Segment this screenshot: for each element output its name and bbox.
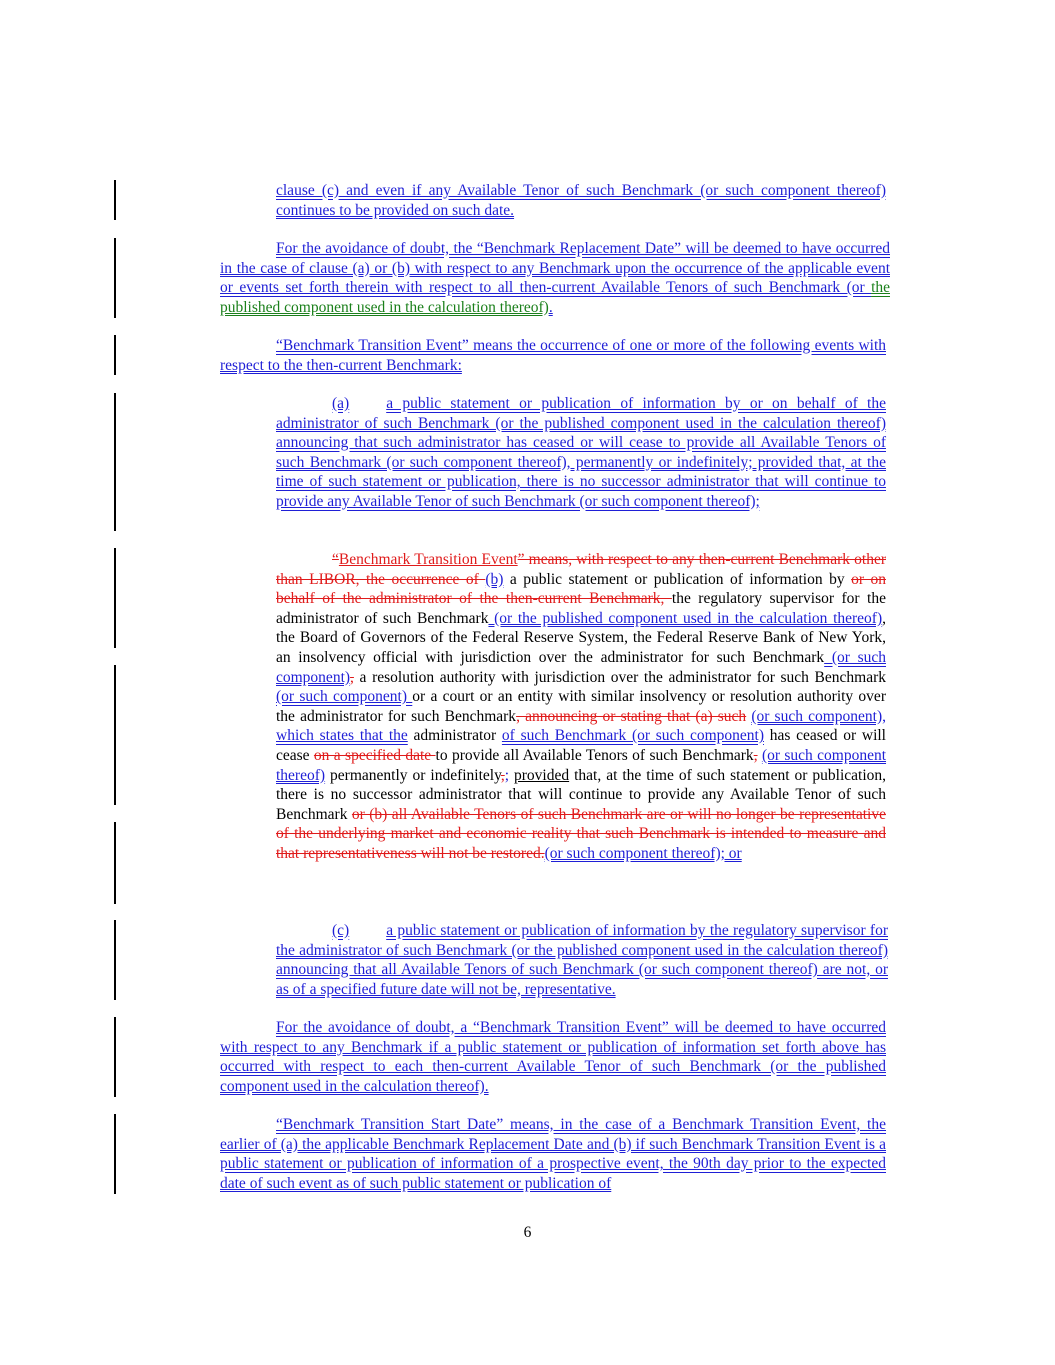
body-text: or a court or an entity with similar insolvency or resolution authority over the administrator for such Benchmark	[276, 688, 886, 725]
inserted-text: (or such component), which states that the	[276, 707, 886, 745]
deleted-text: or on behalf of the administrator of the then-current Benchmark,	[276, 570, 886, 608]
clause-c	[276, 921, 888, 999]
deleted-text: ,	[500, 766, 505, 784]
inserted-text: (or such component)	[276, 648, 886, 686]
inserted-text: a public statement or publication of information by the regulatory supervisor for the administrator of such Benchmark (or the published component used in the calculation thereof) announcing that all Available Tenors of such Benchmark (or such component thereof) are not, or as of a specified future date will not be, representative.	[276, 922, 888, 998]
moved-text: the published component used in the calculation thereof)	[220, 279, 890, 316]
change-bar	[114, 1114, 116, 1194]
body-text: the regulatory supervisor for the administrator of such Benchmark	[276, 590, 886, 627]
deleted-text: or (b) all Available Tenors of such Benchmark are or will no longer be representative of the underlying market and economic reality that such Benchmark is intended to measure and that representativeness will not be restored.	[276, 805, 886, 862]
inserted-text: clause (c) and even if any Available Tenor of such Benchmark (or such component thereof) continues to be provided on such date.	[276, 182, 886, 219]
body-text: permanently or indefinitely	[325, 766, 501, 784]
clause-a	[276, 394, 886, 512]
change-bar	[114, 548, 116, 648]
body-text: to provide all Available Tenors of such Benchmark	[435, 746, 754, 764]
inserted-text: a public statement or publication of information by or on behalf of the administrator of such Benchmark (or the published component used in the calculation thereof) announcing that such administrator has ceased or will cease to provide all Available Tenors of such Benchmark (or such component thereof), permanently or indefinitely; provided that, at the time of such statement or publication, there is no successor administrator that will continue to provide any Available Tenor of such Benchmark (or such component thereof);	[276, 395, 886, 510]
deleted-text: ,	[350, 668, 354, 686]
body-text: a resolution authority with jurisdiction over the administrator for such Benchmark	[353, 668, 886, 686]
change-bar	[114, 920, 116, 1000]
change-bar	[114, 822, 116, 904]
inserted-text: .	[548, 298, 553, 316]
change-bar	[114, 238, 116, 318]
change-bar	[114, 335, 116, 375]
paragraph-transition-event-doubt	[220, 1018, 886, 1096]
inserted-text: (or such component thereof); or	[544, 844, 742, 862]
paragraph-replacement-date-doubt	[220, 239, 890, 317]
inserted-text: (or such component)	[276, 688, 413, 706]
deleted-text: Benchmark Transition Event	[338, 551, 518, 568]
paragraph-transition-start-date	[220, 1115, 886, 1193]
clause-b	[276, 550, 886, 864]
body-text: administrator	[407, 727, 502, 745]
deleted-text: on a specified date	[313, 746, 436, 764]
change-bar	[114, 1017, 116, 1097]
body-text: that, at the time of such statement or publication, there is no successor administrator that will continue to provide any Available Tenor of such Benchmark	[276, 766, 887, 823]
change-bar	[114, 393, 116, 531]
deleted-text: , announcing or stating that (a) such	[516, 707, 747, 725]
deleted-text: “	[332, 551, 339, 568]
inserted-text: “Benchmark Transition Event” means the occurrence of one or more of the following events with respect to the then-current Benchmark:	[220, 337, 886, 374]
inserted-text: ;	[504, 766, 510, 784]
body-text: a public statement or publication of information by	[503, 570, 852, 588]
body-text: has ceased or will cease	[276, 727, 886, 764]
deleted-text: ” means, with respect to any then-current Benchmark other than LIBOR, the occurrence of	[276, 551, 886, 588]
deleted-text: ,	[753, 746, 758, 764]
clause-label-c: (c)	[332, 922, 350, 939]
clause-label-b: (b)	[485, 570, 504, 588]
inserted-text: of such Benchmark (or such component)	[501, 727, 764, 745]
paragraph-transition-event-definition	[220, 336, 886, 375]
underlined-text: provided	[514, 766, 570, 784]
inserted-text: (or such component thereof)	[276, 746, 887, 784]
paragraph-continuation	[276, 181, 886, 220]
inserted-text: (or the published component used in the calculation thereof)	[488, 609, 883, 627]
inserted-text: For the avoidance of doubt, a “Benchmark Transition Event” will be deemed to have occurred with respect to any Benchmark if a public statement or publication of information set forth above has occurred with respect to each then-current Available Tenor of such Benchmark (or the published component used in the calculation thereof).	[220, 1019, 886, 1095]
change-bar	[114, 665, 116, 805]
change-bar	[114, 180, 116, 220]
inserted-text: “Benchmark Transition Start Date” means, in the case of a Benchmark Transition Event, the earlier of (a) the applicable Benchmark Replacement Date and (b) if such Benchmark Transition Event is a public statement or publication of information of a prospective event, the 90th day prior to the expected date of such event as of such public statement or publication of	[220, 1116, 886, 1192]
clause-label-a: (a)	[332, 395, 350, 412]
page-number: 6	[523, 1224, 532, 1241]
inserted-text: For the avoidance of doubt, the “Benchmark Replacement Date” will be deemed to have occurred in the case of clause (a) or (b) with respect to any Benchmark upon the occurrence of the applicable event or events set forth therein with respect to all then-current Available Tenors of such Benchmark (or	[220, 240, 890, 297]
body-text: , the Board of Governors of the Federal Reserve System, the Federal Reserve Bank of New York, an insolvency official with jurisdiction over the administrator for such Benchmark	[276, 609, 887, 666]
